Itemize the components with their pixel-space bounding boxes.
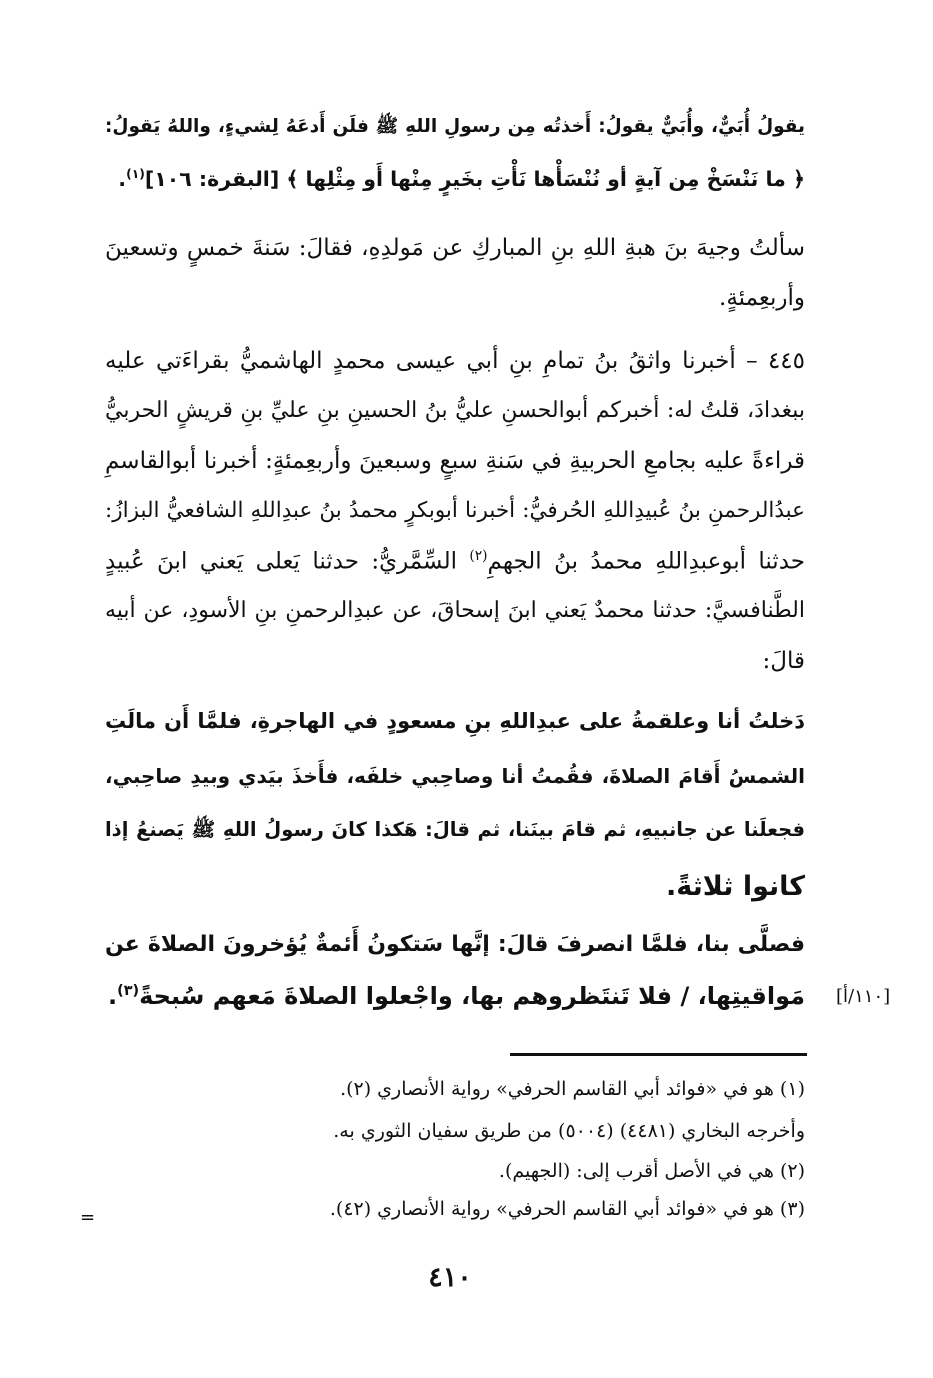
matn1-line-2: الشمسُ أَقامَ الصلاةَ، فقُمتُ أنا وصاحِبي خلفَه، فأَخذَ بيَدي وبيدِ صاحِبي،: [105, 764, 805, 788]
matn1-line-1: دَخلتُ أنا وعلقمةُ على عبدِاللهِ بنِ مسعودٍ في الهاجرةِ، فلمَّا أَن مالَتِ: [105, 709, 805, 733]
isnad-line-2: ببغدادَ، قلتُ له: أخبركم أبوالحسنِ عليُّ بنُ الحسينِ بنِ عليِّ بنِ قريشٍ الحربيُّ: [105, 398, 805, 423]
footnote-3: (٣) هو في «فوائد أبي القاسم الحرفي» رواية الأنصاري (٤٢).: [329, 1198, 805, 1220]
quran-verse: ﴿ ما نَنْسَخْ مِن آيةٍ أو نُنْسَأْها نَأْتِ بخَيرٍ مِنْها أَو مِثْلِها ﴾ [البقرة: ١٠٦]: [144, 166, 805, 191]
isnad-line-3: قراءةً عليه بجامعِ الحربيةِ في سَنةِ سبعٍ وسبعينَ وأربعِمئةٍ: أخبرنا أبوالقاسمِ: [105, 448, 805, 474]
manuscript-folio-ref: [١١٠/أ]: [836, 986, 891, 1007]
hadith-top-end: .: [118, 166, 127, 191]
footnote-divider: [510, 1053, 807, 1056]
footnote-ref-3: (٣): [117, 983, 140, 999]
footnote-1: (١) هو في «فوائد أبي القاسم الحرفي» رواية الأنصاري (٢).: [340, 1078, 805, 1100]
isnad-line-7: قالَ:: [762, 648, 805, 674]
isnad-line-1: ٤٤٥ – أخبرنا واثقُ بنُ تمامِ بنِ أبي عيسى محمدٍ الهاشميُّ بقراءَتي عليه: [105, 348, 805, 374]
hadith-top-line-1: يقولُ أُبَيٌّ، وأُبَيٌّ يقولُ: أَخذتُه مِن رسولِ اللهِ ﷺ فلَن أَدعَهُ لِشيءٍ، واللهُ يَقولُ:: [105, 116, 805, 137]
footnote-1-continued: وأخرجه البخاري (٤٤٨١) (٥٠٠٤) من طريق سفيان الثوري به.: [333, 1120, 805, 1142]
footnote-2: (٢) هي في الأصل أقرب إلى: (الجهيم).: [498, 1160, 805, 1182]
footnote-ref-1: (١): [126, 167, 145, 181]
note-line-1: سألتُ وجيهَ بنَ هبةِ اللهِ بنِ المباركِ عن مَولدِهِ، فقالَ: سَنةَ خمسٍ وتسعينَ: [105, 235, 805, 261]
matn2-end: .: [108, 982, 118, 1010]
isnad-line-5-a: حدثنا أبوعبدِاللهِ محمدُ بنُ الجهمِ: [487, 548, 805, 575]
note-line-2: وأربعِمئةٍ.: [719, 285, 805, 311]
page-number: ٤١٠: [428, 1262, 472, 1293]
isnad-line-6: الطَّنافسيَّ: حدثنا محمدٌ يَعني ابنَ إسحاقَ، عن عبدِالرحمنِ بنِ الأسودِ، عن أبيه: [105, 598, 805, 623]
isnad-line-5: [105, 550, 805, 574]
matn1-line-3: فجعلَنا عن جانبيهِ، ثم قامَ بينَنا، ثم قالَ: هَكذا كانَ رسولُ اللهِ ﷺ يَصنعُ إذا: [105, 818, 805, 841]
isnad-line-4: عبدُالرحمنِ بنُ عُبيدِاللهِ الحُرفيُّ: أخبرنا أبوبكرٍ محمدُ بنُ عبدِاللهِ الشافعيُّ البزازُ:: [105, 498, 805, 523]
isnad-line-5-b: السِّمَّريُّ: حدثنا يَعلى يَعني ابنَ عُبيدٍ: [105, 548, 470, 575]
hadith-top-line-2: [105, 168, 805, 189]
matn2-line-2: [105, 984, 805, 1008]
matn2-line-2-text: مَواقيتِها، / فلا تَنتَظروهم بها، واجْعلوا الصلاةَ مَعهم سُبحةً: [139, 982, 805, 1010]
matn1-line-4: كانوا ثلاثةً.: [666, 871, 805, 902]
continuation-mark: =: [80, 1207, 96, 1228]
footnote-ref-2: (٢): [469, 548, 488, 564]
matn2-line-1: فصلَّى بنا، فلمَّا انصرفَ قالَ: إنَّها سَتكونُ أَئمةٌ يُؤخرونَ الصلاةَ عن: [105, 932, 805, 957]
